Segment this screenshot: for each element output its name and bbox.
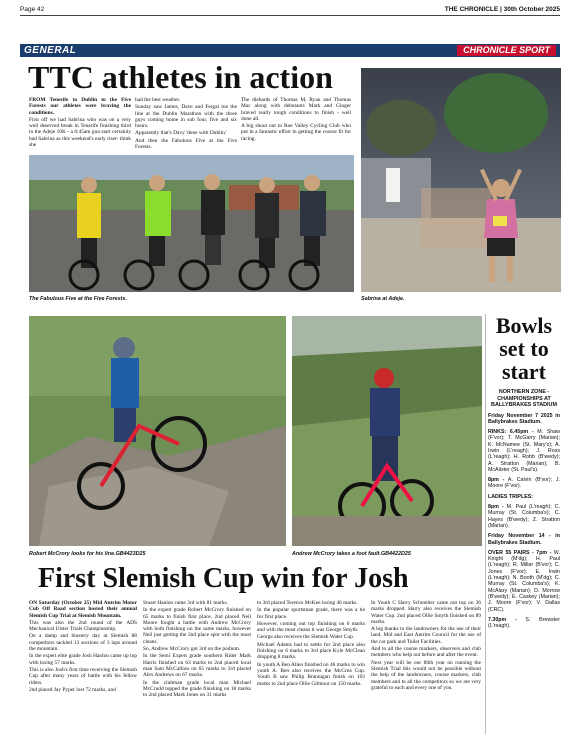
bowls-fixture-head: 7.30pm - <box>488 616 517 623</box>
paragraph: A big shout out to Roe Valley Cycling Club who put in a fantastic effort in getting the course fit for racing. <box>241 123 351 142</box>
bowls-fixture <box>488 533 560 546</box>
slemish-col-2 <box>143 600 251 699</box>
bowls-fixtures <box>488 413 560 630</box>
photo-robert-mccrory <box>29 316 286 546</box>
bowls-fixture <box>488 494 560 500</box>
caption-sabrina: Sabrina at Adeje. <box>361 296 405 302</box>
paragraph: Apparently that's Davy 'done with Dublin.' <box>135 130 228 137</box>
paragraph: In the clubman grade local man Michael McCrudd topped the grade finishing on 18 marks to 2nd placed Mark Jones on 31 marks <box>143 679 251 699</box>
paragraph: And then the Fabulous Five at the Five Forests. <box>135 137 237 151</box>
paragraph: ON Saturday (October 25) Mid Antrim Motor Cub Off Road section hosted their annual Slemish Cup Trial at Slemish Mountain. <box>29 600 137 619</box>
bowls-fixture-text: M. Shaw (F'vor); T. McGarry (Marian); K. McNamee (St. Mary's); A. Irwin (L'reagh); J. Ross (L'reagh); H. Robb (B'wedy); A. Stratton (Marian); B. McAlister (St. Paul's). <box>488 429 560 473</box>
paragraph: So, Andrew McCrory got 3rd on the podium. <box>143 646 241 653</box>
paragraph: In the popular sportsman grade, there was a tie for first place. <box>257 607 365 620</box>
bowls-fixture <box>488 477 560 490</box>
photo-sabrina-adeje <box>361 68 561 292</box>
paragraph: Michael Adams had to settle for 2nd place also finishing on 6 marks to 3rd place Kyle McClean dropping 8 marks. <box>257 641 365 661</box>
bowls-fixture-head: LADIES TRIPLES: <box>488 493 534 500</box>
page-folio <box>20 6 560 16</box>
bowls-fixture <box>488 429 560 473</box>
bowls-fixture-head: 8pm - <box>488 504 504 511</box>
bowls-fixture-text: W. Knight (M'dg); H. Paul (L'reagh); R. Millar (B'vor); C. Jones (F'vor); E. Irwin (L'reagh); N. Booth (M'dg); C. Murray (St. Columba's); K. McAlary (Marian); D. Morrow (B'wedy); E. Caskey (Marian); J. Moore (F'vor); V. Dallas (CRC). <box>488 549 560 613</box>
slemish-col-1 <box>29 600 137 694</box>
paragraph: This was also the 2nd round of the ADS Mechanical Ulster Trials Championship. <box>29 619 137 633</box>
bowls-fixture-head: RINKS: 6.45pm - <box>488 429 534 436</box>
bowls-fixture <box>488 413 560 426</box>
paragraph: The diehards of Thomas M, Ryan and Thomas Mac along with debutants Mark and Ginger braved really tough conditions to finish - well done all. <box>241 97 351 122</box>
bowls-fixture-head: 8pm - <box>488 477 505 484</box>
paragraph: In Youth C Harry Schmelter came out top on 36 marks dropped. Harry also receives the Slemish Water Cup. 2nd placed Ollie Smyth finished on 89 marks. <box>371 600 481 625</box>
paragraph: In the expert grade Robert McCrory finished on 65 marks to finish first place. 2nd placed Neil Moore fought a battle with Andrew McCrory with both finishing on the same marks, however Neil just getting the 2nd place spot with the most cleans. <box>143 607 251 645</box>
paragraph: FROM Tenerife to Dublin to the Five Forests our athletes were braving the conditions. <box>29 97 131 116</box>
bowls-fixture-text: A. Calvin (B'vor); J. Moore (F'vor). <box>488 477 560 490</box>
paragraph: Next year will be our 80th year on running the Slemish Trial this would not be possible without the help of the landowners, course markers, club members and to all the competitors so we are very grateful to each and every one of you. <box>371 659 481 691</box>
bowls-sidebar <box>488 314 560 629</box>
bowls-fixture-head: Friday November 14 - in Ballybrakes Stadium. <box>488 533 560 546</box>
page-number: Page 42 <box>20 6 45 13</box>
section-bar <box>20 44 560 57</box>
ttc-col-2 <box>135 97 237 151</box>
ttc-col-3 <box>241 97 351 143</box>
bowls-fixture <box>488 550 560 613</box>
caption-fabulous-five: The Fabulous Five at the Five Forests. <box>29 296 127 302</box>
caption-robert-mccrory: Robert McCrory looks for his line.GB4423D25 <box>29 551 146 557</box>
paragraph: In youth A Ben Allen finished on 46 marks to win youth A. Ben also receives the McCrea Cup. Youth B saw Philip Brannigan finish on 103 marks to 2nd place Ollie Gilmour on 150 marks. <box>257 661 365 687</box>
bowls-headline: Bowls set to start <box>495 313 553 384</box>
bowls-subhead: NORTHERN ZONE - CHAMPIONSHIPS AT BALLYBRAKES STADIUM <box>491 389 557 408</box>
slemish-col-4 <box>371 600 481 692</box>
paragraph: However, coming out top finishing on 6 marks and with the most cleans it was George Smyth. <box>257 620 365 634</box>
bowls-fixture-head: OVER 55 PAIRS - 7pm - <box>488 549 552 556</box>
paragraph: And to all the course markers, observers and club members who help out before and after the event. <box>371 646 481 659</box>
section-sport-label: CHRONICLE SPORT <box>457 45 556 56</box>
column-rule <box>485 314 486 734</box>
bowls-fixture <box>488 504 560 529</box>
paragraph: had the best weather. <box>135 97 181 103</box>
paper-dateline: THE CHRONICLE | 30th October 2025 <box>444 6 560 13</box>
paragraph: 2nd placed Jay Pyper lost 72 marks, and <box>29 686 116 693</box>
photo-fabulous-five <box>29 155 354 292</box>
bowls-fixture-head: Friday November 7 2025 in Ballybrakes Stadium. <box>488 412 560 425</box>
slemish-col-3 <box>257 600 365 688</box>
paragraph: Sunday saw James, Dave and Fergal toe the line at the Dublin Marathon with the three guys coming home in sub four, five and six hours. <box>135 104 237 130</box>
paragraph: This is also Josh's first time receiving the Slemish Cup after many years of battle with his fellow riders. <box>29 666 137 686</box>
paragraph: In the expert elite grade Josh Hanlon came up top with losing 57 marks. <box>29 653 137 666</box>
paragraph: A big thanks to the landowners for the use of their land, Mid and East Antrim Council for the use of the car park and Toilet Facilities. <box>371 626 481 645</box>
bowls-fixture <box>488 617 560 630</box>
photo-andrew-mccrory <box>292 316 482 546</box>
bowls-fixture-text: M. Paul (L'reagh); C. Murray (St. Columba's); C. Hayes (B'wedy); Z. Stratton (Marian). <box>488 504 560 529</box>
slemish-headline: First Slemish Cup win for Josh <box>38 563 409 594</box>
ttc-col-1 <box>29 97 131 149</box>
section-label: GENERAL <box>24 45 77 56</box>
paragraph: On a damp and blustery day at Slemish 88 competitors tackled 13 sections of 3 laps around the mountain. <box>29 633 137 653</box>
ttc-headline: TTC athletes in action <box>28 59 333 95</box>
bowls-fixture-text: S. Brewster (L'reagh). <box>488 616 560 630</box>
caption-andrew-mccrory: Andrew McCrory takes a foot fault.GB4422D25 <box>292 551 411 557</box>
paragraph: Stuart Hanlon came 3rd with 81 marks. <box>143 600 228 606</box>
paragraph: to 3rd placed Terence McKee losing 46 marks. <box>257 600 358 606</box>
paragraph: First off we had Sabrina who was on a very well deserved break in Tenerife finishing third in the Adeje 10K - a 6:45am gun start certainly had Sabrina as this weekend's early riser- think she <box>29 116 131 149</box>
paragraph: In the Semi Expert grade southern Rider Mark Harris finished on 63 marks to 2nd placed local man Sam McCallion on 65 marks to 3rd placed Alex Andrews on 67 marks. <box>143 653 251 679</box>
paragraph: George also receives the Slemish Water Cup. <box>257 634 355 641</box>
